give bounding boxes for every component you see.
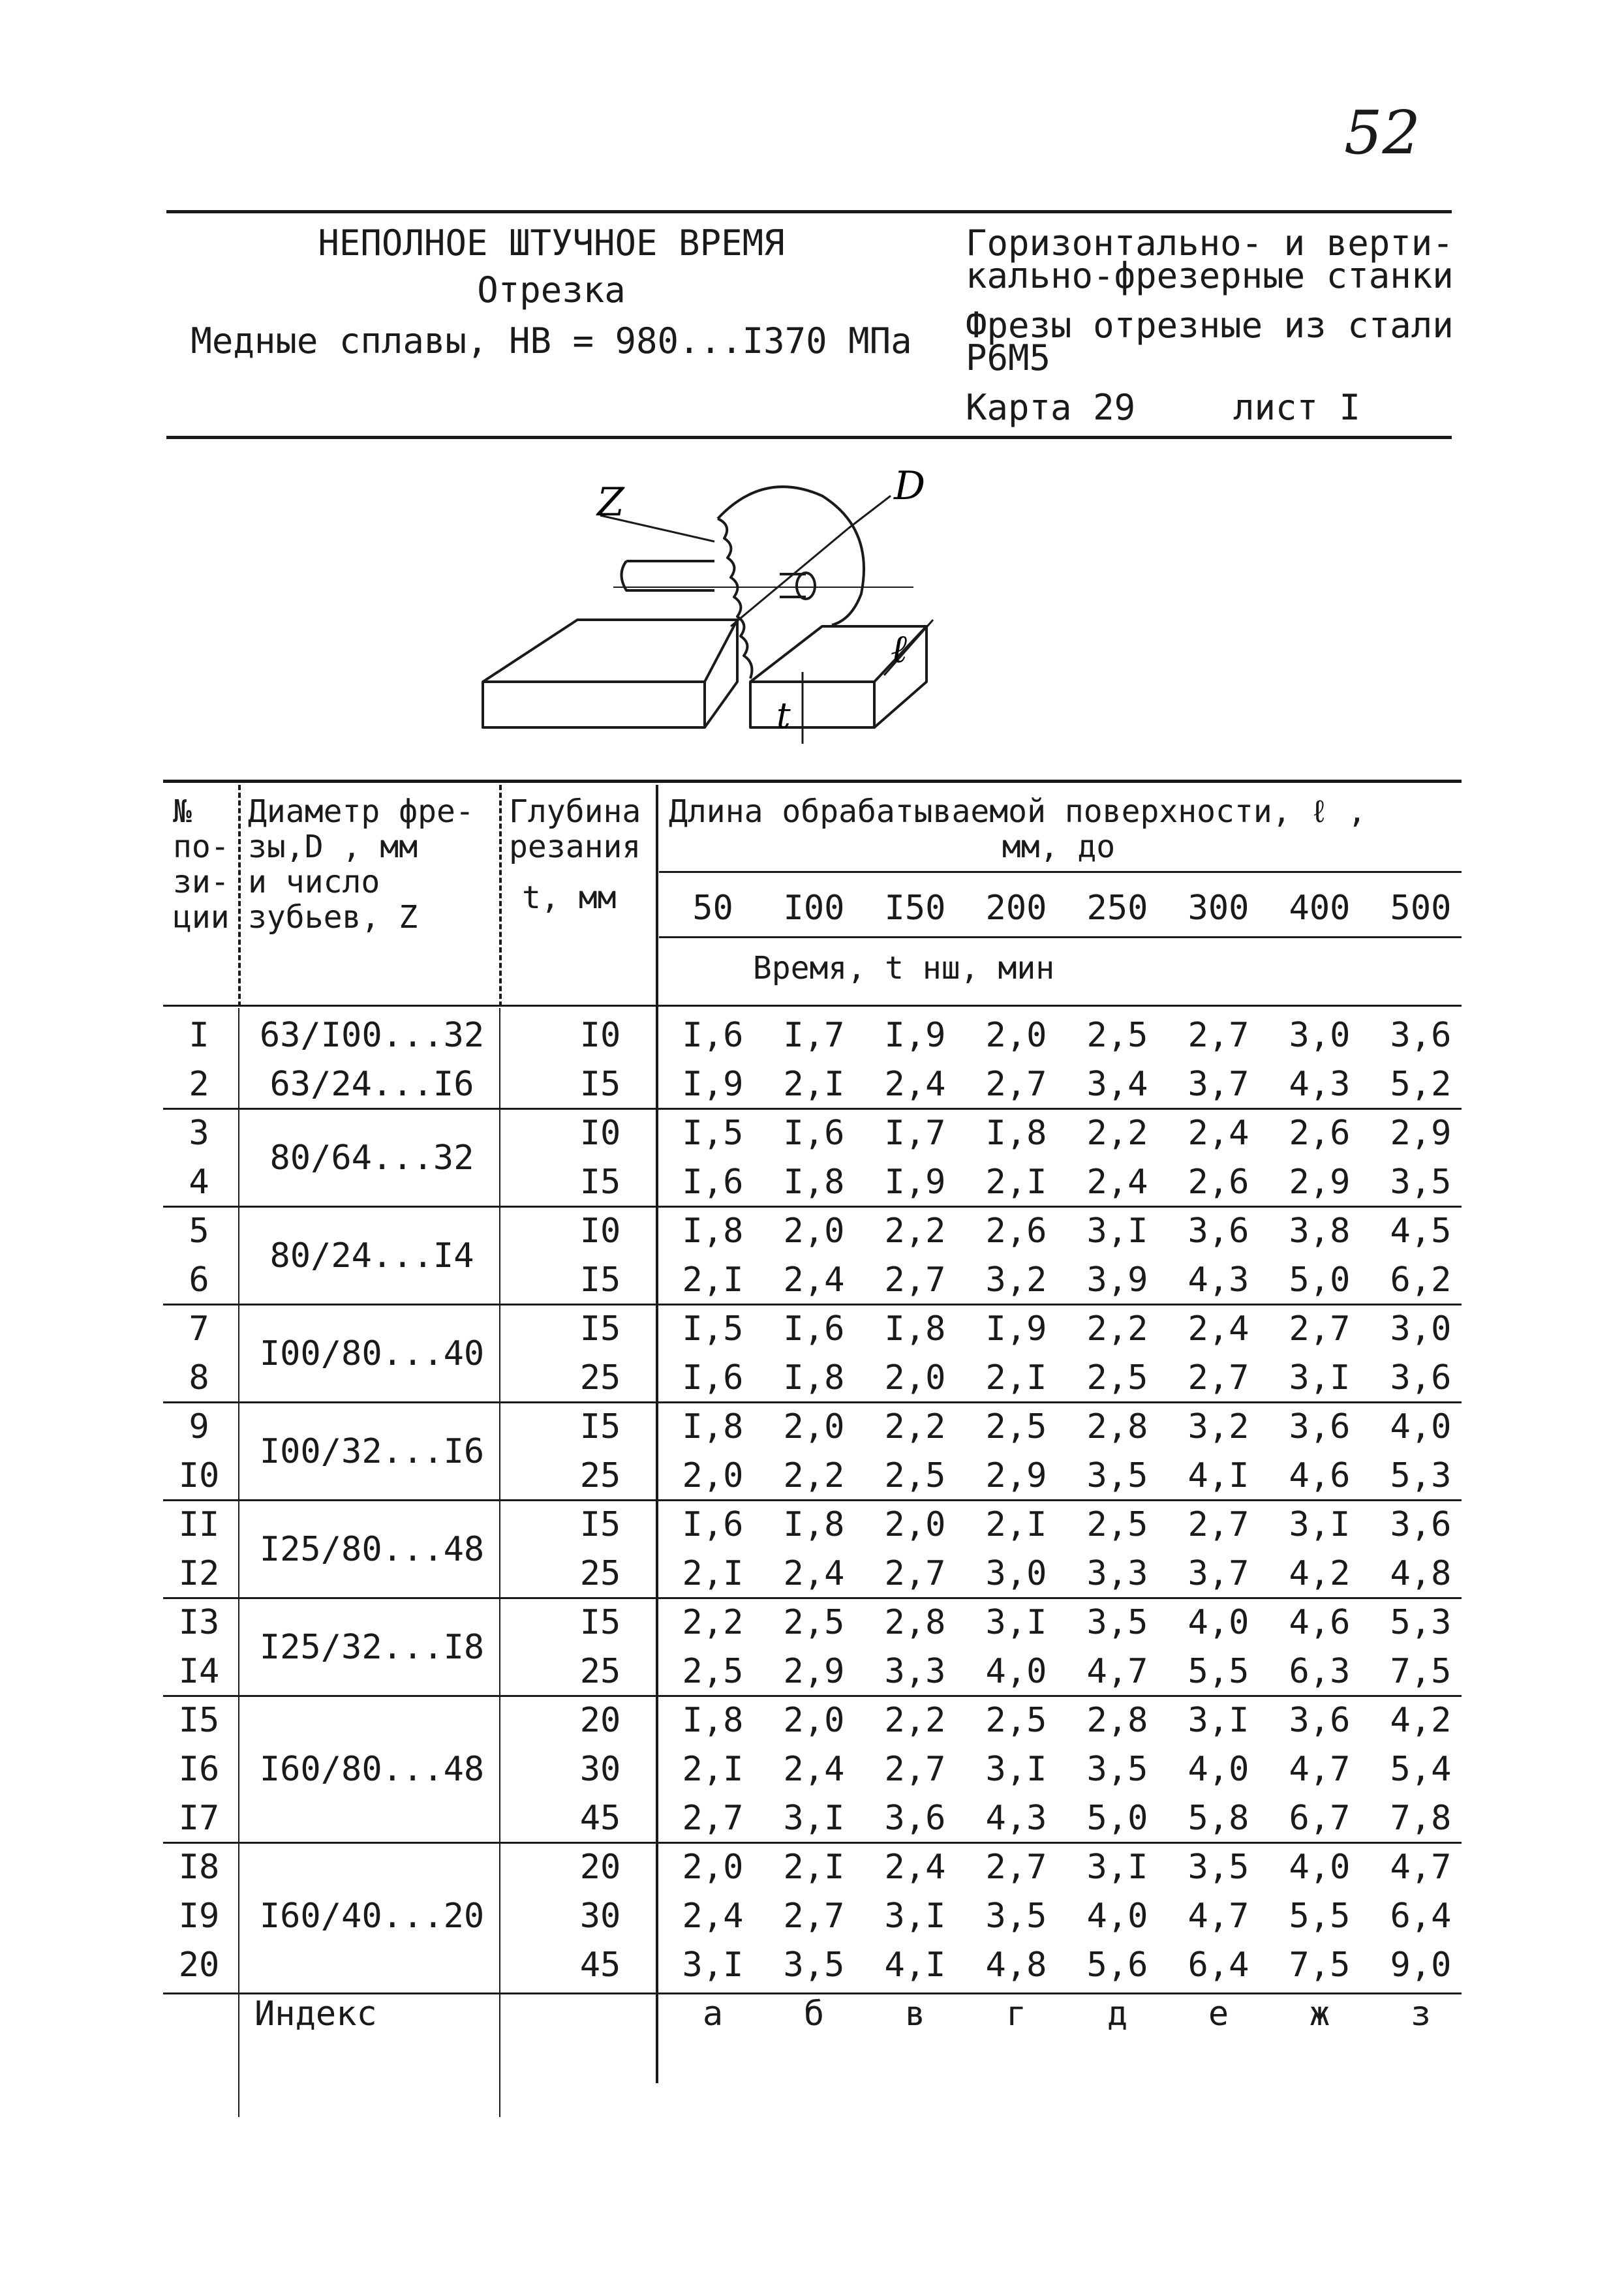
- time-value: 2,7: [884, 1750, 946, 1789]
- time-value: 9,0: [1390, 1946, 1452, 1985]
- row-depth: 30: [579, 1750, 621, 1789]
- label-d: D: [894, 463, 926, 509]
- time-value: 4,3: [985, 1799, 1047, 1838]
- time-value: 4,8: [1390, 1554, 1452, 1593]
- time-value: 2,0: [884, 1358, 946, 1397]
- time-value: 3,I: [1086, 1212, 1148, 1251]
- time-value: 3,5: [783, 1946, 845, 1985]
- label-t: t: [776, 695, 791, 736]
- row-depth: I5: [579, 1163, 621, 1202]
- time-value: 3,I: [783, 1799, 845, 1838]
- time-value: 2,2: [884, 1407, 946, 1446]
- time-value: 2,I: [783, 1065, 845, 1104]
- row-depth: 20: [579, 1848, 621, 1887]
- cutter-spec: 63/24...I6: [269, 1065, 474, 1104]
- time-value: 2,5: [1086, 1016, 1148, 1055]
- time-value: 3,I: [1289, 1358, 1351, 1397]
- index-letter-3: г: [1005, 1994, 1027, 2034]
- row-depth: 25: [579, 1456, 621, 1495]
- time-value: 3,5: [1086, 1456, 1148, 1495]
- label-z: Z: [597, 480, 624, 525]
- index-letter-2: в: [904, 1994, 926, 2034]
- header-machines-line2: кально-фрезерные станки: [966, 255, 1454, 296]
- header-subtitle: Отрезка: [477, 269, 626, 311]
- time-value: I,6: [783, 1114, 845, 1153]
- time-value: 3,6: [1187, 1212, 1249, 1251]
- time-value: 3,6: [1289, 1701, 1351, 1740]
- time-value: 2,2: [884, 1212, 946, 1251]
- time-value: 3,3: [1086, 1554, 1148, 1593]
- time-value: 2,I: [985, 1505, 1047, 1544]
- time-value: 6,4: [1390, 1897, 1452, 1936]
- time-value: 4,7: [1187, 1897, 1249, 1936]
- time-value: 2,4: [884, 1848, 946, 1887]
- time-value: 3,2: [985, 1260, 1047, 1300]
- time-value: 2,7: [682, 1799, 744, 1838]
- cutter-spec: I25/32...I8: [259, 1627, 485, 1667]
- time-value: 2,2: [1086, 1309, 1148, 1349]
- time-value: 2,4: [1187, 1309, 1249, 1349]
- time-value: 3,5: [985, 1897, 1047, 1936]
- header-machines-line1: Горизонтально- и верти-: [966, 222, 1454, 264]
- cutter-spec: I00/32...I6: [259, 1431, 485, 1471]
- time-value: 4,7: [1086, 1652, 1148, 1691]
- time-value: 2,4: [783, 1554, 845, 1593]
- arbor-left: [622, 561, 715, 590]
- row-position: 4: [189, 1163, 209, 1202]
- time-value: 2,4: [783, 1750, 845, 1789]
- row-depth: I5: [579, 1603, 621, 1642]
- time-value: 2,I: [783, 1848, 845, 1887]
- row-position: I8: [178, 1848, 220, 1887]
- time-value: 2,8: [1086, 1701, 1148, 1740]
- row-position: I5: [178, 1701, 220, 1740]
- time-value: 2,6: [1187, 1163, 1249, 1202]
- header-card-label: Карта 29: [966, 387, 1136, 428]
- row-depth: I5: [579, 1407, 621, 1446]
- cutter-spec: 63/I00...32: [259, 1016, 485, 1055]
- time-value: 2,5: [1086, 1358, 1148, 1397]
- time-value: 3,0: [1289, 1016, 1351, 1055]
- time-value: 3,5: [1187, 1848, 1249, 1887]
- cutting-diagram: [457, 457, 1044, 763]
- time-value: I,6: [682, 1505, 744, 1544]
- row-position: 9: [189, 1407, 209, 1446]
- time-value: 3,2: [1187, 1407, 1249, 1446]
- row-depth: I0: [579, 1212, 621, 1251]
- row-position: I2: [178, 1554, 220, 1593]
- row-position: II: [178, 1505, 220, 1544]
- time-value: I,6: [682, 1016, 744, 1055]
- row-position: 6: [189, 1260, 209, 1300]
- cutter-spec: I25/80...48: [259, 1529, 485, 1569]
- diameter-dim: [731, 528, 848, 626]
- length-header-5: 300: [1187, 889, 1249, 928]
- time-value: 5,5: [1187, 1652, 1249, 1691]
- time-value: 3,0: [985, 1554, 1047, 1593]
- time-value: 3,I: [884, 1897, 946, 1936]
- time-value: 3,5: [1086, 1750, 1148, 1789]
- time-value: 2,5: [884, 1456, 946, 1495]
- time-value: 2,I: [985, 1358, 1047, 1397]
- time-value: 2,5: [985, 1407, 1047, 1446]
- cutter-spec: 80/64...32: [269, 1138, 474, 1178]
- time-value: 2,5: [783, 1603, 845, 1642]
- time-value: I,5: [682, 1114, 744, 1153]
- time-value: 4,0: [1086, 1897, 1148, 1936]
- cutter-spec: I60/80...48: [259, 1750, 485, 1789]
- header-sheet-label: лист I: [1233, 387, 1361, 428]
- time-value: 5,3: [1390, 1603, 1452, 1642]
- index-letter-4: д: [1107, 1994, 1128, 2034]
- time-value: 3,4: [1086, 1065, 1148, 1104]
- row-position: I7: [178, 1799, 220, 1838]
- time-value: 2,7: [985, 1848, 1047, 1887]
- time-value: 4,6: [1289, 1603, 1351, 1642]
- time-value: 4,2: [1390, 1701, 1452, 1740]
- time-value: 4,I: [884, 1946, 946, 1985]
- row-depth: I5: [579, 1505, 621, 1544]
- time-value: 2,8: [884, 1603, 946, 1642]
- time-value: 2,7: [1187, 1505, 1249, 1544]
- time-value: 3,7: [1187, 1065, 1249, 1104]
- row-position: 8: [189, 1358, 209, 1397]
- time-value: 3,3: [884, 1652, 946, 1691]
- row-depth: 45: [579, 1946, 621, 1985]
- time-value: I,6: [682, 1163, 744, 1202]
- head-sub-rule-2: [659, 936, 1462, 938]
- time-value: 2,5: [682, 1652, 744, 1691]
- time-value: 2,4: [682, 1897, 744, 1936]
- time-value: I,6: [682, 1358, 744, 1397]
- header-material: Медные сплавы, НВ = 980...I370 МПа: [191, 320, 912, 361]
- time-value: 2,4: [783, 1260, 845, 1300]
- label-l: ℓ: [891, 626, 907, 672]
- time-value: 6,7: [1289, 1799, 1351, 1838]
- time-value: I,8: [783, 1163, 845, 1202]
- time-value: 3,5: [1086, 1603, 1148, 1642]
- index-letter-0: а: [702, 1994, 724, 2034]
- time-value: 5,6: [1086, 1946, 1148, 1985]
- time-value: 5,0: [1289, 1260, 1351, 1300]
- time-value: 7,5: [1390, 1652, 1452, 1691]
- time-value: 2,2: [783, 1456, 845, 1495]
- time-value: I,8: [783, 1358, 845, 1397]
- time-value: 4,8: [985, 1946, 1047, 1985]
- time-value: 7,8: [1390, 1799, 1452, 1838]
- header-tools-line1: Фрезы отрезные из стали: [966, 305, 1454, 346]
- time-value: 4,7: [1390, 1848, 1452, 1887]
- index-label: Индекс: [254, 1994, 377, 2034]
- col-sep-2-body: [499, 1008, 500, 2117]
- index-letter-5: е: [1208, 1994, 1229, 2034]
- time-value: 2,7: [783, 1897, 845, 1936]
- time-value: 3,6: [1289, 1407, 1351, 1446]
- cutter-spec: I00/80...40: [259, 1334, 485, 1373]
- time-value: 2,7: [1289, 1309, 1351, 1349]
- time-value: I,9: [884, 1016, 946, 1055]
- length-header-4: 250: [1086, 889, 1148, 928]
- row-depth: I5: [579, 1309, 621, 1349]
- time-value: 3,I: [1289, 1505, 1351, 1544]
- arbor-end: [797, 573, 815, 599]
- time-value: 6,4: [1187, 1946, 1249, 1985]
- length-header-2: I50: [884, 889, 946, 928]
- time-value: 5,5: [1289, 1897, 1351, 1936]
- time-value: 2,6: [985, 1212, 1047, 1251]
- time-value: 4,3: [1289, 1065, 1351, 1104]
- time-value: 2,7: [884, 1260, 946, 1300]
- time-value: 4,0: [1187, 1750, 1249, 1789]
- col-sep-2-head: [499, 785, 502, 1007]
- index-letter-7: з: [1410, 1994, 1432, 2034]
- time-value: I,6: [783, 1309, 845, 1349]
- row-position: 5: [189, 1212, 209, 1251]
- row-depth: 25: [579, 1358, 621, 1397]
- time-value: I,9: [985, 1309, 1047, 1349]
- row-position: 2: [189, 1065, 209, 1104]
- time-value: 2,I: [682, 1750, 744, 1789]
- head-col1: № по- зи- ции: [173, 793, 230, 936]
- time-value: 4,6: [1289, 1456, 1351, 1495]
- length-header-7: 500: [1390, 889, 1452, 928]
- time-value: 2,2: [1086, 1114, 1148, 1153]
- head-length-title: Длина обрабатываемой поверхности, ℓ ,: [669, 793, 1367, 830]
- row-depth: 45: [579, 1799, 621, 1838]
- time-value: 3,6: [1390, 1016, 1452, 1055]
- time-value: I,8: [682, 1407, 744, 1446]
- time-value: 2,9: [1390, 1114, 1452, 1153]
- time-value: 6,3: [1289, 1652, 1351, 1691]
- time-value: 2,0: [682, 1848, 744, 1887]
- time-value: 5,2: [1390, 1065, 1452, 1104]
- time-value: 2,0: [783, 1407, 845, 1446]
- workpiece-right-front: [750, 682, 874, 727]
- row-depth: 25: [579, 1554, 621, 1593]
- cutter-spec: 80/24...I4: [269, 1236, 474, 1275]
- time-value: 5,4: [1390, 1750, 1452, 1789]
- row-depth: I0: [579, 1016, 621, 1055]
- time-value: 2,8: [1086, 1407, 1148, 1446]
- time-value: 3,I: [1086, 1848, 1148, 1887]
- time-value: 2,4: [884, 1065, 946, 1104]
- time-value: 3,5: [1390, 1163, 1452, 1202]
- time-value: 3,6: [884, 1799, 946, 1838]
- row-depth: 20: [579, 1701, 621, 1740]
- time-value: 3,I: [682, 1946, 744, 1985]
- time-value: 3,I: [985, 1603, 1047, 1642]
- time-value: 2,9: [1289, 1163, 1351, 1202]
- row-position: 3: [189, 1114, 209, 1153]
- row-position: 7: [189, 1309, 209, 1349]
- head-length-units: мм, до: [1002, 829, 1116, 865]
- time-value: 3,I: [1187, 1701, 1249, 1740]
- time-value: 5,3: [1390, 1456, 1452, 1495]
- table-top-rule: [163, 780, 1462, 783]
- time-value: 2,6: [1289, 1114, 1351, 1153]
- time-value: I,9: [682, 1065, 744, 1104]
- cutter-spec: I60/40...20: [259, 1897, 485, 1936]
- time-value: 4,0: [1187, 1603, 1249, 1642]
- time-value: I,8: [985, 1114, 1047, 1153]
- time-value: 3,0: [1390, 1309, 1452, 1349]
- time-value: 5,8: [1187, 1799, 1249, 1838]
- row-depth: 25: [579, 1652, 621, 1691]
- time-value: 2,I: [682, 1554, 744, 1593]
- length-header-1: I00: [783, 889, 845, 928]
- time-value: 4,0: [1390, 1407, 1452, 1446]
- length-header-3: 200: [985, 889, 1047, 928]
- time-value: 2,0: [884, 1505, 946, 1544]
- time-value: 4,0: [1289, 1848, 1351, 1887]
- time-value: 2,0: [783, 1701, 845, 1740]
- cutter-teeth: [718, 519, 752, 679]
- row-position: I6: [178, 1750, 220, 1789]
- time-value: 4,3: [1187, 1260, 1249, 1300]
- row-depth: I5: [579, 1260, 621, 1300]
- row-position: I: [189, 1016, 209, 1055]
- time-value: 3,7: [1187, 1554, 1249, 1593]
- time-value: 2,7: [1187, 1358, 1249, 1397]
- time-value: 2,0: [682, 1456, 744, 1495]
- row-position: 20: [178, 1946, 220, 1985]
- time-value: 3,I: [985, 1750, 1047, 1789]
- col-sep-1-head: [238, 785, 241, 1007]
- header-title: НЕПОЛНОЕ ШТУЧНОЕ ВРЕМЯ: [318, 222, 785, 264]
- length-header-0: 50: [692, 889, 733, 928]
- workpiece-left-top: [483, 620, 737, 682]
- row-depth: I5: [579, 1065, 621, 1104]
- time-value: I,8: [783, 1505, 845, 1544]
- arbor-right: [780, 574, 806, 597]
- time-value: 2,9: [783, 1652, 845, 1691]
- time-table: [163, 780, 1468, 2078]
- time-value: 2,5: [985, 1701, 1047, 1740]
- time-value: 2,0: [783, 1212, 845, 1251]
- row-depth: 30: [579, 1897, 621, 1936]
- time-value: I,9: [884, 1163, 946, 1202]
- time-value: 4,0: [985, 1652, 1047, 1691]
- row-position: I0: [178, 1456, 220, 1495]
- time-value: 2,9: [985, 1456, 1047, 1495]
- time-value: 2,7: [884, 1554, 946, 1593]
- head-col3: Глубина резания t, мм: [509, 793, 641, 916]
- page-number: 52: [1344, 98, 1421, 168]
- time-value: 4,I: [1187, 1456, 1249, 1495]
- header-top-rule: [166, 210, 1452, 213]
- time-value: 6,2: [1390, 1260, 1452, 1300]
- time-value: 2,7: [985, 1065, 1047, 1104]
- head-time-label: Время, t нш, мин: [752, 950, 1055, 986]
- time-value: 2,0: [985, 1016, 1047, 1055]
- row-position: I3: [178, 1603, 220, 1642]
- header-bottom-rule: [166, 436, 1452, 439]
- time-value: 2,2: [682, 1603, 744, 1642]
- row-position: I4: [178, 1652, 220, 1691]
- time-value: 3,6: [1390, 1505, 1452, 1544]
- header-tools-line2: Р6М5: [966, 337, 1051, 378]
- time-value: I,7: [783, 1016, 845, 1055]
- time-value: 2,I: [985, 1163, 1047, 1202]
- time-value: 4,2: [1289, 1554, 1351, 1593]
- time-value: 2,4: [1086, 1163, 1148, 1202]
- time-value: I,5: [682, 1309, 744, 1349]
- time-value: I,8: [682, 1701, 744, 1740]
- head-sub-rule-1: [659, 871, 1462, 873]
- time-value: 4,7: [1289, 1750, 1351, 1789]
- time-value: 5,0: [1086, 1799, 1148, 1838]
- time-value: I,8: [682, 1212, 744, 1251]
- row-depth: I0: [579, 1114, 621, 1153]
- time-value: 2,2: [884, 1701, 946, 1740]
- time-value: 4,5: [1390, 1212, 1452, 1251]
- time-value: 7,5: [1289, 1946, 1351, 1985]
- head-col2: Диаметр фре- зы,D , мм и число зубьев, Z: [248, 793, 474, 936]
- workpiece-left-front: [483, 682, 705, 727]
- time-value: 3,8: [1289, 1212, 1351, 1251]
- time-value: 3,6: [1390, 1358, 1452, 1397]
- time-value: I,8: [884, 1309, 946, 1349]
- time-value: 2,7: [1187, 1016, 1249, 1055]
- head-bottom-rule: [163, 1005, 1462, 1007]
- length-header-6: 400: [1289, 889, 1351, 928]
- time-value: 2,5: [1086, 1505, 1148, 1544]
- time-value: 2,4: [1187, 1114, 1249, 1153]
- time-value: 2,I: [682, 1260, 744, 1300]
- index-letter-1: б: [803, 1994, 825, 2034]
- index-letter-6: ж: [1309, 1994, 1330, 2034]
- time-value: I,7: [884, 1114, 946, 1153]
- time-value: 3,9: [1086, 1260, 1148, 1300]
- row-position: I9: [178, 1897, 220, 1936]
